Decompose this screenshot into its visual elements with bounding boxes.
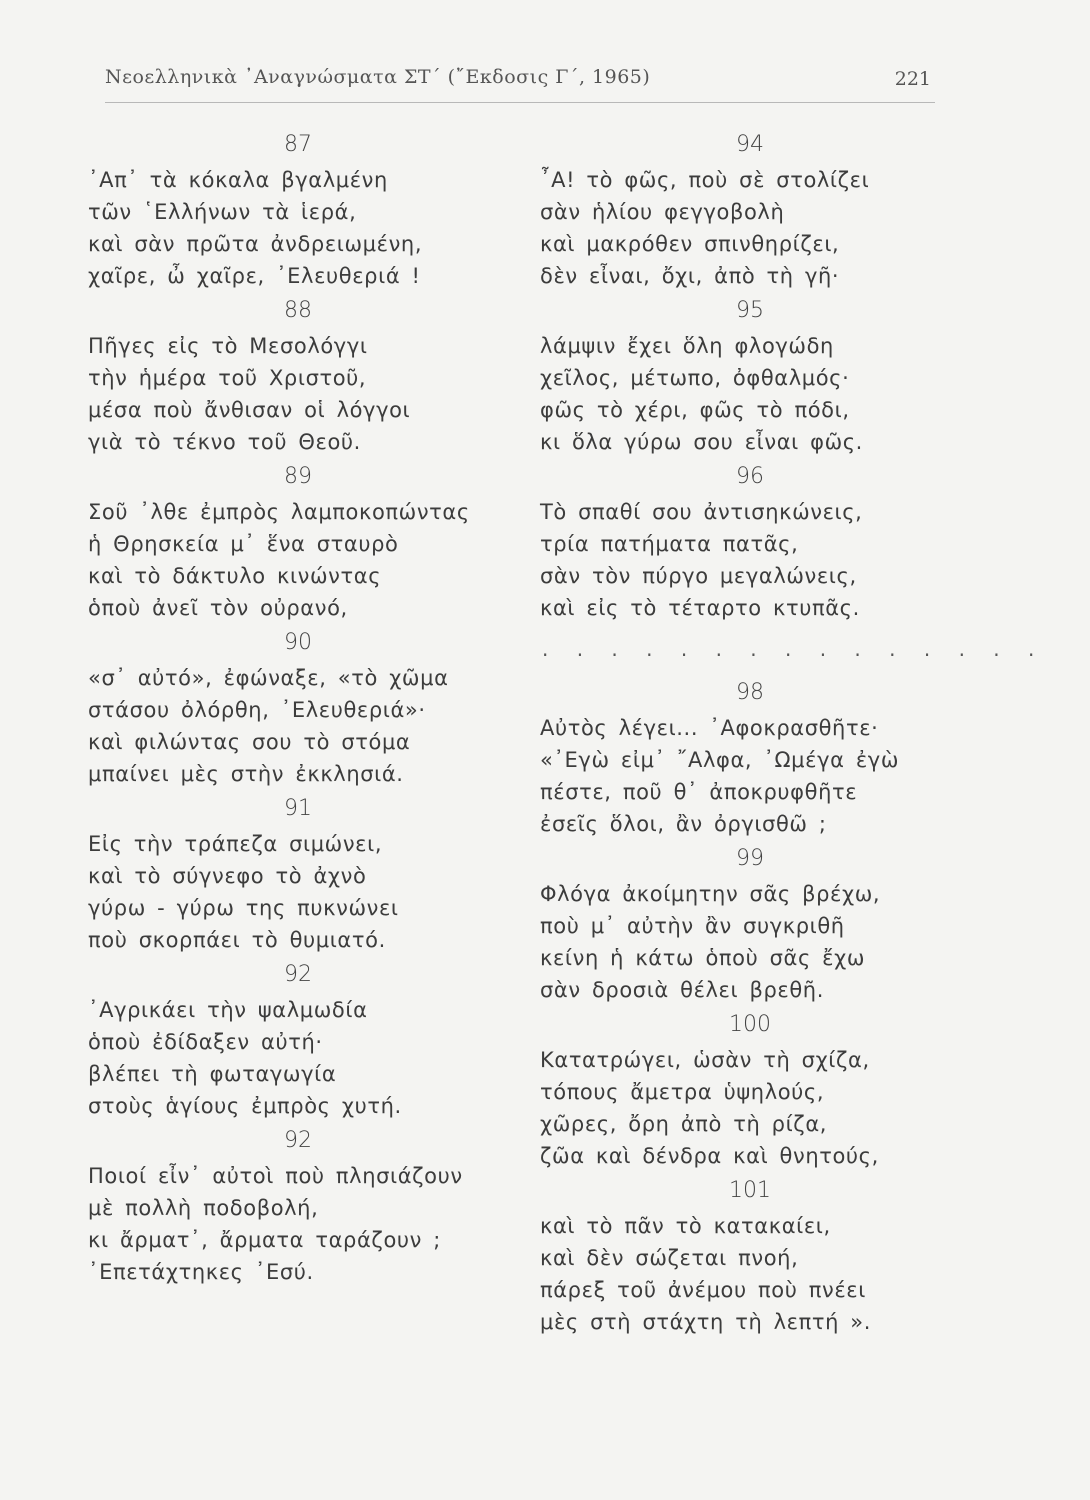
verse-line: καὶ μακρόθεν σπινθηρίζει, xyxy=(540,232,840,256)
stanza xyxy=(88,624,508,790)
verse-line: Αὐτὸς λέγει... ᾿Αφοκρασθῆτε· xyxy=(540,716,879,740)
left-column xyxy=(88,126,508,1288)
verse-line: ζῶα καὶ δένδρα καὶ θνητούς, xyxy=(540,1144,879,1168)
verse-line: Τὸ σπαθί σου ἀντισηκώνεις, xyxy=(540,500,863,524)
ellipsis-separator: . . . . . . . . . . . . . . . xyxy=(542,637,1046,661)
verse-line: τὴν ἡμέρα τοῦ Χριστοῦ, xyxy=(88,366,367,390)
verse-line: ποὺ σκορπάει τὸ θυμιατό. xyxy=(88,928,386,952)
verse-line: Εἰς τὴν τράπεζα σιμώνει, xyxy=(88,832,383,856)
verse-line: Φλόγα ἀκοίμητην σᾶς βρέχω, xyxy=(540,882,881,906)
verse-line: γιὰ τὸ τέκνο τοῦ Θεοῦ. xyxy=(88,430,361,454)
stanza-number: 98 xyxy=(736,680,764,705)
verse-line: «σ᾿ αὐτό», ἐφώναξε, «τὸ χῶμα xyxy=(88,666,449,690)
stanza-number: 94 xyxy=(736,132,764,157)
verse-line: σὰν δροσιὰ θέλει βρεθῆ. xyxy=(540,978,824,1002)
verse-line: καὶ δὲν σώζεται πνοή, xyxy=(540,1246,799,1270)
verse-line: σὰν ἡλίου φεγγοβολὴ xyxy=(540,200,785,224)
verse-line: Σοῦ ᾿λθε ἐμπρὸς λαμποκοπώντας xyxy=(88,500,470,524)
verse-line: καὶ τὸ σύγνεφο τὸ ἀχνὸ xyxy=(88,864,367,888)
stanza xyxy=(540,1172,960,1338)
stanza xyxy=(88,292,508,458)
verse-line: στοὺς ἁγίους ἐμπρὸς χυτή. xyxy=(88,1094,402,1118)
stanza-number: 99 xyxy=(736,846,764,871)
verse-line: δὲν εἶναι, ὄχι, ἀπὸ τὴ γῆ· xyxy=(540,264,840,288)
stanza xyxy=(88,1122,508,1288)
verse-line: χῶρες, ὄρη ἀπὸ τὴ ρίζα, xyxy=(540,1112,828,1136)
stanza-number: 92 xyxy=(284,962,312,987)
stanza xyxy=(88,458,508,624)
verse-line: ᾿Επετάχτηκες ᾿Εσύ. xyxy=(88,1260,314,1284)
verse-line: πάρεξ τοῦ ἀνέμου ποὺ πνέει xyxy=(540,1278,866,1302)
stanza-number: 91 xyxy=(284,796,312,821)
stanza-number: 89 xyxy=(284,464,312,489)
verse-line: καὶ εἰς τὸ τέταρτο κτυπᾶς. xyxy=(540,596,860,620)
verse-line: Πῆγες εἰς τὸ Μεσολόγγι xyxy=(88,334,368,358)
stanza xyxy=(540,624,1046,840)
verse-line: καὶ τὸ δάκτυλο κινώντας xyxy=(88,564,382,588)
verse-line: κείνη ἡ κάτω ὁποὺ σᾶς ἔχω xyxy=(540,946,866,970)
running-header xyxy=(105,62,935,103)
stanza-number: 100 xyxy=(729,1012,771,1037)
book-title: Νεοελληνικὰ ᾿Αναγνώσματα ΣΤ΄ (῎Εκδοσις Γ΄, 1965) xyxy=(105,66,651,88)
stanza xyxy=(540,292,960,458)
verse-line: σὰν τὸν πύργο μεγαλώνεις, xyxy=(540,564,857,588)
verse-line: τῶν ῾Ελλήνων τὰ ἱερά, xyxy=(88,200,357,224)
verse-line: μὲ πολλὴ ποδοβολή, xyxy=(88,1196,319,1220)
stanza-number: 87 xyxy=(284,132,312,157)
verse-line: ὁποὺ ἀνεῖ τὸν οὐρανό, xyxy=(88,596,348,620)
verse-line: Ποιοί εἶν᾿ αὐτοὶ ποὺ πλησιάζουν xyxy=(88,1164,463,1188)
stanza-number: 90 xyxy=(284,630,312,655)
stanza xyxy=(540,126,960,292)
stanza xyxy=(540,458,960,624)
verse-line: μπαίνει μὲς στὴν ἐκκλησιά. xyxy=(88,762,404,786)
verse-line: κι ὅλα γύρω σου εἶναι φῶς. xyxy=(540,430,863,454)
verse-line: ἐσεῖς ὅλοι, ἂν ὀργισθῶ ; xyxy=(540,812,827,836)
right-column xyxy=(540,126,1046,1338)
stanza xyxy=(540,1006,960,1172)
verse-line: ἡ Θρησκεία μ᾿ ἕνα σταυρὸ xyxy=(88,532,399,556)
verse-line: Κατατρώγει, ὡσὰν τὴ σχίζα, xyxy=(540,1048,870,1072)
verse-line: πέστε, ποῦ θ᾿ ἀποκρυφθῆτε xyxy=(540,780,858,804)
verse-line: βλέπει τὴ φωταγωγία xyxy=(88,1062,337,1086)
verse-line: ὁποὺ ἐδίδαξεν αὐτή· xyxy=(88,1030,323,1054)
verse-line: ᾿Απ᾿ τὰ κόκαλα βγαλμένη xyxy=(88,168,388,192)
stanza xyxy=(540,840,960,1006)
verse-line: κι ἄρματ᾿, ἄρματα ταράζουν ; xyxy=(88,1228,441,1252)
verse-line: «᾿Εγὼ εἰμ᾿ ῎Αλφα, ᾿Ωμέγα ἐγὼ xyxy=(540,748,900,772)
stanza-number: 95 xyxy=(736,298,764,323)
stanza-number: 88 xyxy=(284,298,312,323)
verse-line: ποὺ μ᾿ αὐτὴν ἂν συγκριθῆ xyxy=(540,914,845,938)
stanza xyxy=(88,126,508,292)
verse-line: καὶ τὸ πᾶν τὸ κατακαίει, xyxy=(540,1214,831,1238)
verse-line: στάσου ὀλόρθη, ᾿Ελευθεριά»· xyxy=(88,698,426,722)
verse-line: φῶς τὸ χέρι, φῶς τὸ πόδι, xyxy=(540,398,850,422)
verse-line: καὶ φιλώντας σου τὸ στόμα xyxy=(88,730,411,754)
verse-line: καὶ σὰν πρῶτα ἀνδρειωμένη, xyxy=(88,232,423,256)
stanza xyxy=(88,956,508,1122)
verse-line: μέσα ποὺ ἄνθισαν οἱ λόγγοι xyxy=(88,398,411,422)
verse-line: μὲς στὴ στάχτη τὴ λεπτή ». xyxy=(540,1310,872,1334)
stanza xyxy=(88,790,508,956)
verse-line: τρία πατήματα πατᾶς, xyxy=(540,532,799,556)
verse-line: χαῖρε, ὦ χαῖρε, ᾿Ελευθεριά ! xyxy=(88,264,421,288)
verse-line: ῏Α! τὸ φῶς, ποὺ σὲ στολίζει xyxy=(540,168,870,192)
stanza-number: 101 xyxy=(729,1178,771,1203)
verse-line: ᾿Αγρικάει τὴν ψαλμωδία xyxy=(88,998,368,1022)
verse-line: χεῖλος, μέτωπο, ὀφθαλμός· xyxy=(540,366,850,390)
stanza-number: 92 xyxy=(284,1128,312,1153)
verse-line: γύρω - γύρω της πυκνώνει xyxy=(88,896,399,920)
verse-line: τόπους ἄμετρα ὑψηλούς, xyxy=(540,1080,825,1104)
page-number: 221 xyxy=(894,68,931,90)
stanza-number: 96 xyxy=(736,464,764,489)
verse-line: λάμψιν ἔχει ὅλη φλογώδη xyxy=(540,334,834,358)
